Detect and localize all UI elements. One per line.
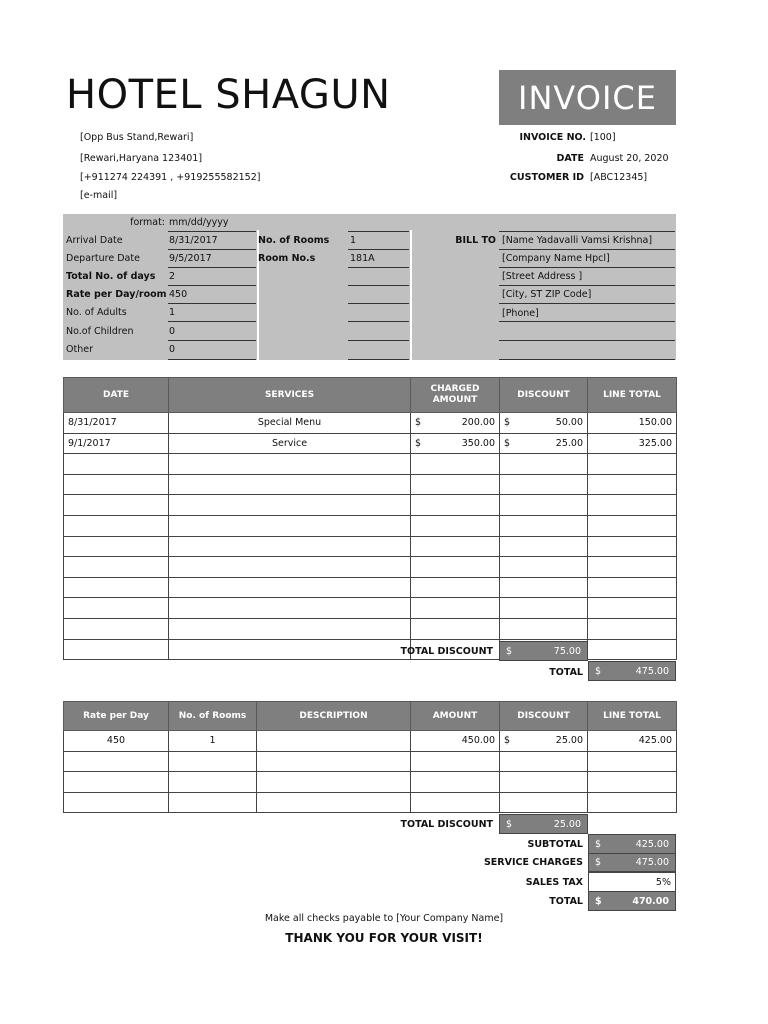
email-line: [e-mail]	[80, 190, 118, 201]
services-total-discount-value: 75.00	[553, 645, 581, 657]
room-no-label: Room No.s	[258, 253, 316, 264]
currency-symbol: $	[504, 735, 511, 747]
charged-amount: 200.00	[461, 417, 495, 429]
service-charges-value: 475.00	[635, 857, 669, 868]
format-label: format:	[130, 217, 165, 228]
bill-to-company[interactable]: [Company Name Hpcl]	[502, 253, 610, 264]
service-charges-label: SERVICE CHARGES	[483, 857, 583, 868]
col-header-description: DESCRIPTION	[257, 702, 411, 731]
room-total-discount-label: TOTAL DISCOUNT	[400, 819, 493, 830]
room-total-discount-value: 25.00	[553, 818, 581, 830]
table-row-empty	[64, 536, 677, 557]
bill-to-city[interactable]: [City, ST ZIP Code]	[502, 289, 592, 300]
row-date[interactable]: 9/1/2017	[64, 433, 169, 454]
row-charged[interactable]	[411, 413, 500, 434]
currency-symbol: $	[506, 645, 513, 657]
table-row-empty	[64, 474, 677, 495]
grand-total	[588, 891, 676, 911]
row-amount: 450.00	[411, 731, 500, 752]
row-line-total: 425.00	[588, 731, 677, 752]
col-header-line-total: LINE TOTAL	[588, 378, 677, 413]
subtotal-value: 425.00	[635, 838, 669, 850]
subtotal-label: SUBTOTAL	[527, 839, 583, 850]
row-charged[interactable]	[411, 433, 500, 454]
row-line-total: 150.00	[588, 413, 677, 434]
room-total-discount	[499, 814, 588, 834]
arrival-label: Arrival Date	[66, 235, 123, 246]
service-charges	[588, 853, 676, 872]
currency-symbol: $	[415, 437, 422, 449]
discount-amount: 25.00	[555, 735, 583, 747]
row-discount[interactable]	[500, 731, 588, 752]
invoice-no-value: [100]	[590, 132, 616, 143]
row-date[interactable]: 8/31/2017	[64, 413, 169, 434]
room-charges-table	[63, 701, 677, 813]
sales-tax-label: SALES TAX	[525, 877, 583, 888]
departure-value[interactable]: 9/5/2017	[169, 253, 212, 264]
table-row	[64, 433, 677, 454]
row-rooms[interactable]: 1	[169, 731, 257, 752]
adults-value[interactable]: 1	[169, 307, 176, 318]
rooms-label: No. of Rooms	[258, 235, 330, 246]
table-row-empty	[64, 598, 677, 619]
row-service[interactable]: Service	[169, 433, 411, 454]
subtotal	[588, 834, 676, 854]
days-label: Total No. of days	[66, 271, 156, 282]
currency-symbol: $	[506, 818, 513, 830]
invoice-no-label: INVOICE NO.	[519, 132, 586, 143]
arrival-value[interactable]: 8/31/2017	[169, 235, 218, 246]
row-service[interactable]: Special Menu	[169, 413, 411, 434]
address-line: [Opp Bus Stand,Rewari]	[80, 132, 194, 143]
services-total-discount-label: TOTAL DISCOUNT	[400, 646, 493, 657]
col-header-rooms: No. of Rooms	[169, 702, 257, 731]
children-label: No.of Children	[66, 326, 134, 337]
bill-to-phone[interactable]: [Phone]	[502, 308, 539, 319]
customer-id-value: [ABC12345]	[590, 172, 648, 183]
rate-value[interactable]: 450	[169, 289, 188, 300]
room-no-value[interactable]: 181A	[350, 253, 375, 264]
currency-symbol: $	[415, 417, 422, 429]
phone-line: [+911274 224391 , +919255582152]	[80, 172, 261, 183]
col-header-date: DATE	[64, 378, 169, 413]
currency-symbol: $	[595, 665, 602, 677]
bill-to-name[interactable]: [Name Yadavalli Vamsi Krishna]	[502, 235, 653, 246]
adults-label: No. of Adults	[66, 307, 127, 318]
table-row	[64, 731, 677, 752]
date-value: August 20, 2020	[590, 153, 669, 164]
currency-symbol: $	[595, 838, 602, 850]
table-row-empty	[64, 557, 677, 578]
grand-total-label: TOTAL	[549, 896, 583, 907]
hotel-name: HOTEL SHAGUN	[66, 72, 391, 118]
other-value[interactable]: 0	[169, 344, 176, 355]
currency-symbol: $	[504, 417, 511, 429]
departure-label: Departure Date	[66, 253, 140, 264]
table-row-empty	[64, 792, 677, 813]
address-line: [Rewari,Haryana 123401]	[80, 153, 203, 164]
col-header-charged: CHARGED AMOUNT	[411, 378, 500, 413]
other-label: Other	[66, 344, 93, 355]
format-value: mm/dd/yyyy	[169, 217, 229, 228]
table-row-empty	[64, 577, 677, 598]
row-rate[interactable]: 450	[64, 731, 169, 752]
col-header-discount: DISCOUNT	[500, 378, 588, 413]
services-total-discount	[499, 641, 588, 661]
table-row-empty	[64, 618, 677, 639]
invoice-title: INVOICE	[499, 70, 676, 125]
charged-amount: 350.00	[461, 437, 495, 449]
row-description[interactable]	[257, 731, 411, 752]
services-total-label: TOTAL	[549, 667, 583, 678]
currency-symbol: $	[595, 857, 602, 868]
bill-to-label: BILL TO	[455, 235, 496, 246]
col-header-rate: Rate per Day	[64, 702, 169, 731]
grand-total-value: 470.00	[632, 895, 669, 907]
discount-amount: 25.00	[555, 437, 583, 449]
currency-symbol: $	[595, 895, 602, 907]
col-header-discount: DISCOUNT	[500, 702, 588, 731]
currency-symbol: $	[504, 437, 511, 449]
table-row-empty	[64, 772, 677, 793]
customer-id-label: CUSTOMER ID	[509, 172, 584, 183]
services-total-value: 475.00	[635, 665, 669, 677]
rate-label: Rate per Day/room	[66, 289, 167, 300]
table-row	[64, 413, 677, 434]
table-row-empty	[64, 454, 677, 475]
row-line-total: 325.00	[588, 433, 677, 454]
services-total	[588, 661, 676, 681]
col-header-services: SERVICES	[169, 378, 411, 413]
days-value[interactable]: 2	[169, 271, 176, 282]
checks-note: Make all checks payable to [Your Company Name]	[264, 913, 504, 924]
date-label: DATE	[556, 153, 584, 164]
row-discount[interactable]	[500, 433, 588, 454]
thank-you-note: THANK YOU FOR YOUR VISIT!	[285, 931, 483, 945]
services-table	[63, 377, 677, 660]
table-row-empty	[64, 751, 677, 772]
sales-tax-value: 5%	[655, 876, 671, 888]
col-header-line-total: LINE TOTAL	[588, 702, 677, 731]
bill-to-street[interactable]: [Street Address ]	[502, 271, 583, 282]
discount-amount: 50.00	[555, 417, 583, 429]
row-discount[interactable]	[500, 413, 588, 434]
sales-tax[interactable]	[588, 872, 676, 892]
rooms-value[interactable]: 1	[350, 235, 357, 246]
table-row-empty	[64, 515, 677, 536]
children-value[interactable]: 0	[169, 326, 176, 337]
col-header-amount: AMOUNT	[411, 702, 500, 731]
table-row-empty	[64, 495, 677, 516]
